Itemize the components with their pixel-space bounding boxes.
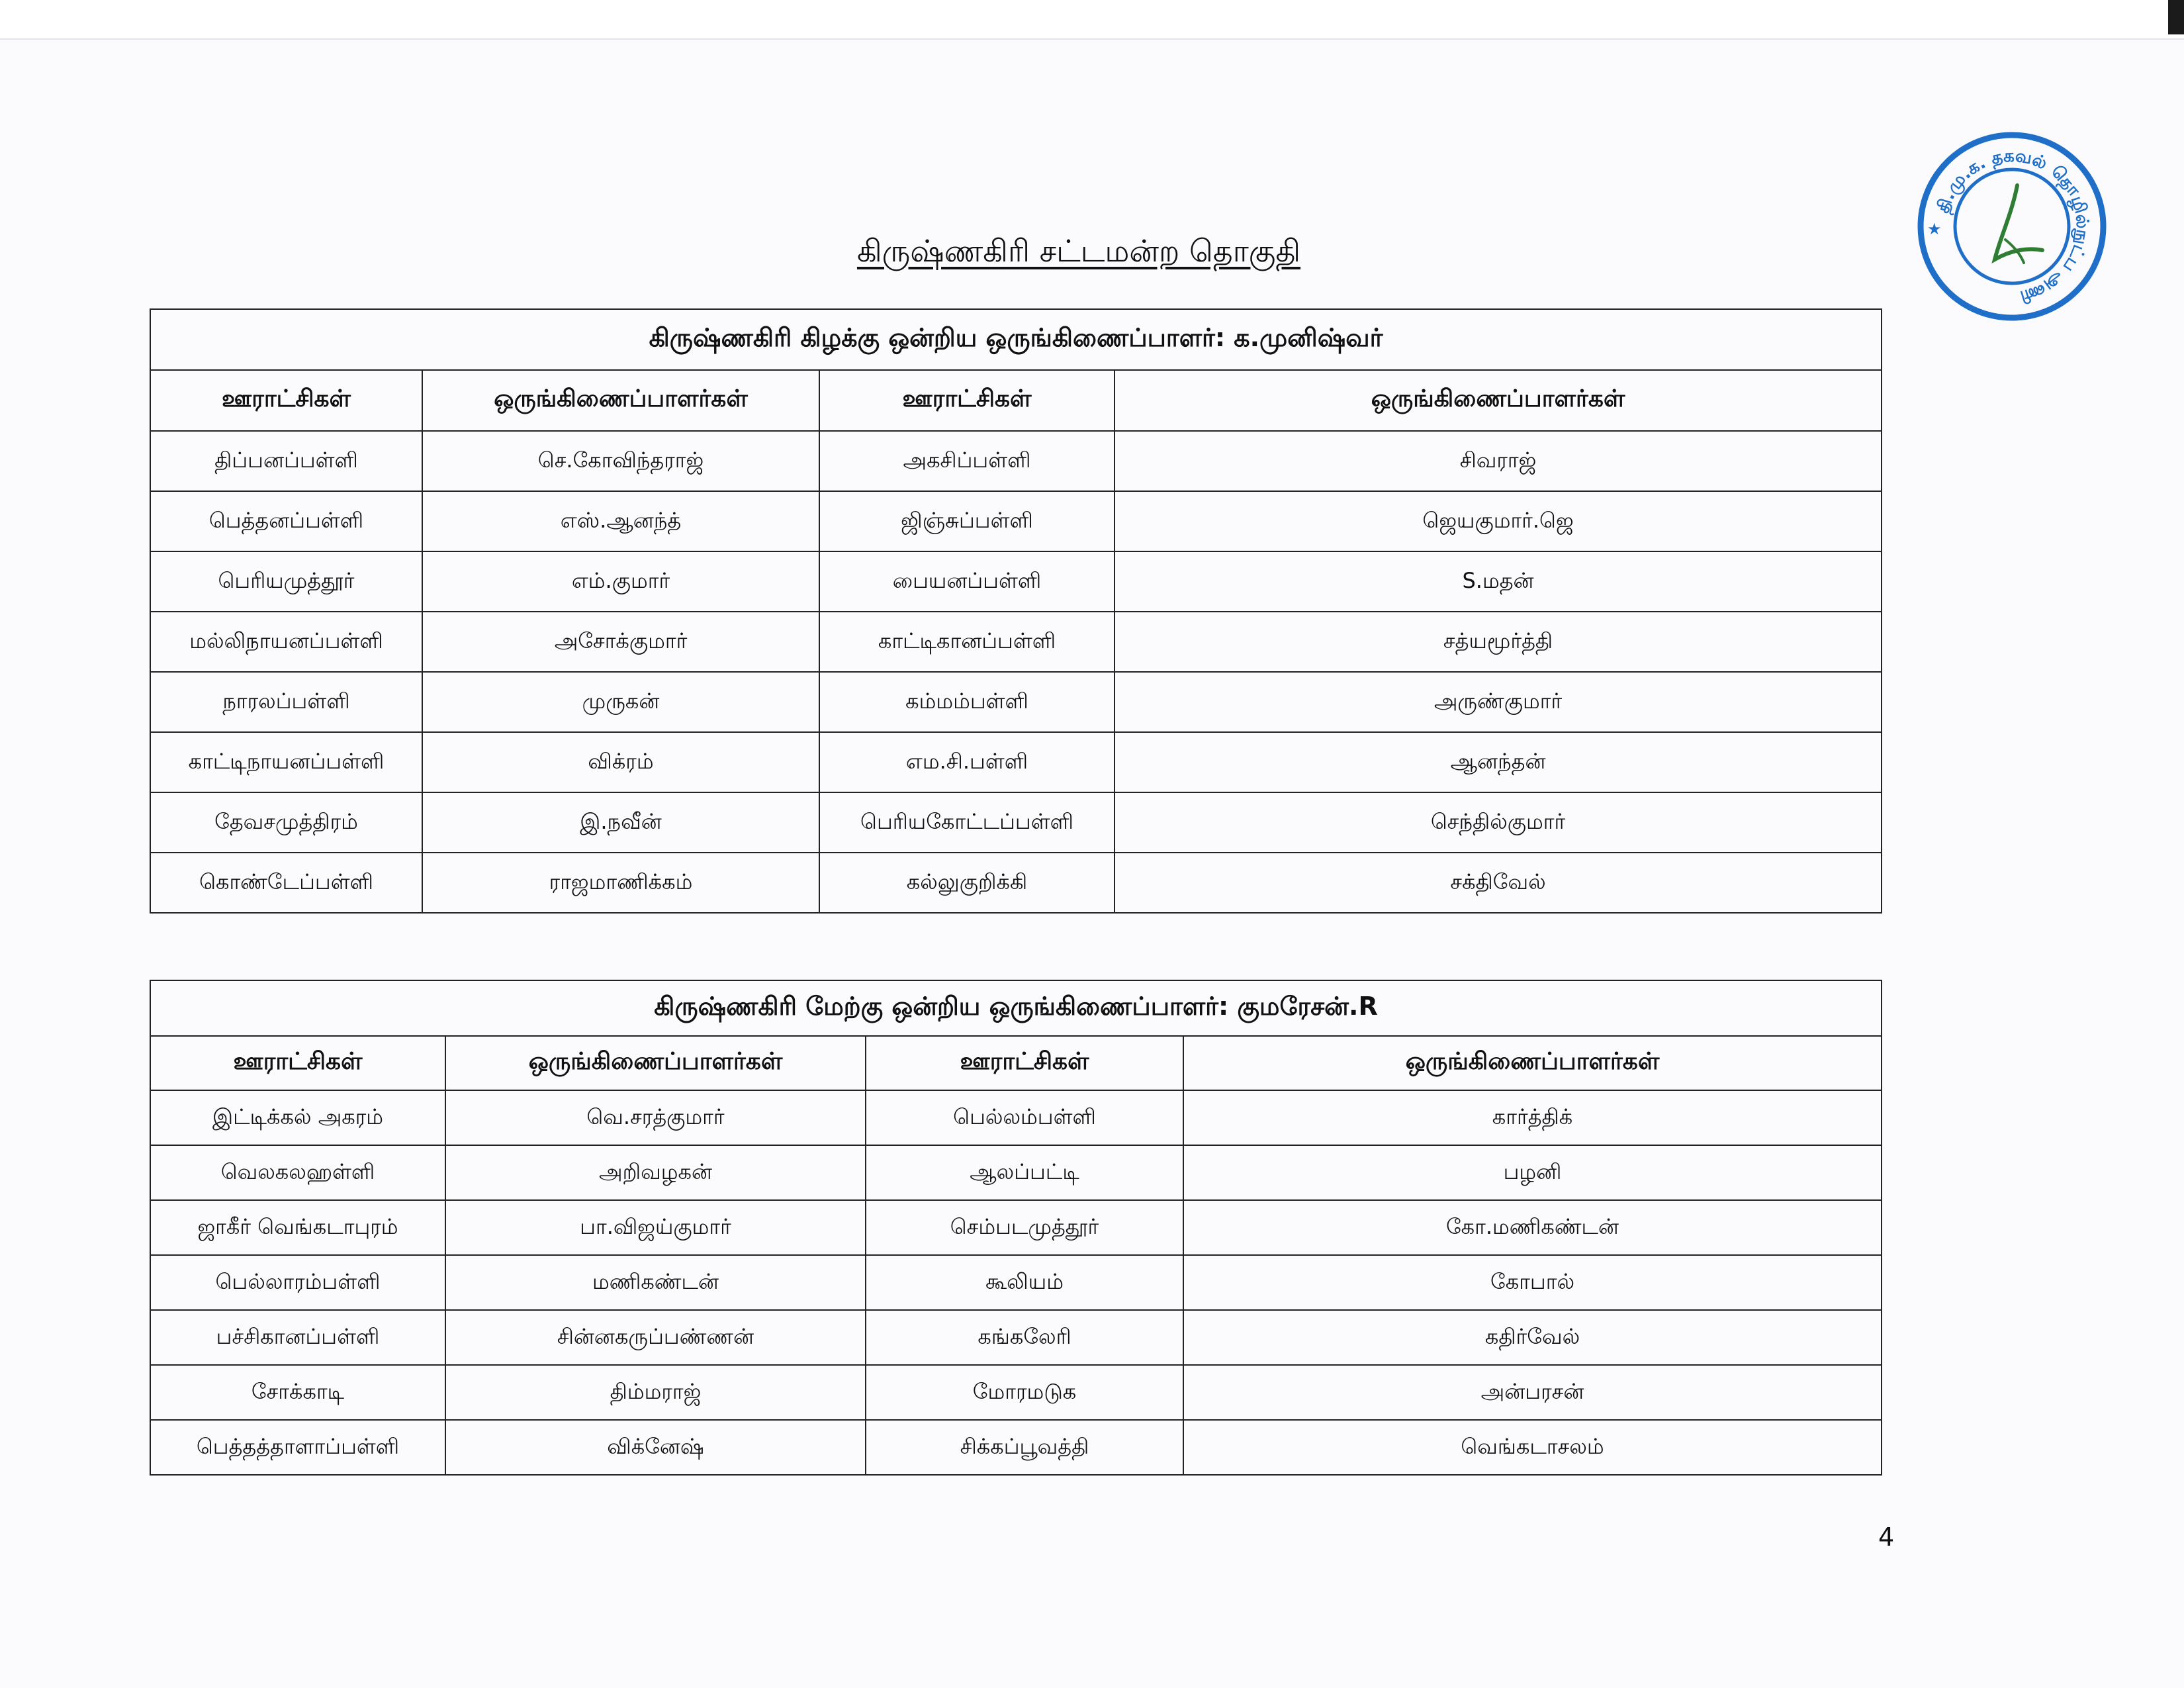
table-cell: சின்னகருப்பண்ணன் — [445, 1310, 866, 1365]
page-top-edge — [0, 0, 2184, 40]
table-cell: பெரியமுத்தூர் — [150, 551, 422, 612]
table-cell: பழனி — [1183, 1145, 1882, 1200]
column-header: ஒருங்கிணைப்பாளர்கள் — [422, 370, 819, 431]
column-header: ஊராட்சிகள் — [819, 370, 1115, 431]
table-cell: அசோக்குமார் — [422, 612, 819, 672]
column-header: ஒருங்கிணைப்பாளர்கள் — [1183, 1036, 1882, 1090]
table-cell: கார்த்திக் — [1183, 1090, 1882, 1145]
table-cell: மணிகண்டன் — [445, 1255, 866, 1310]
table-cell: பெத்தத்தாளாப்பள்ளி — [150, 1420, 445, 1475]
table-cell: செ.கோவிந்தராஜ் — [422, 431, 819, 491]
table-cell: இட்டிக்கல் அகரம் — [150, 1090, 445, 1145]
table-cell: பையனப்பள்ளி — [819, 551, 1115, 612]
table-cell: முருகன் — [422, 672, 819, 732]
column-header: ஊராட்சிகள் — [866, 1036, 1183, 1090]
table-cell: நாரலப்பள்ளி — [150, 672, 422, 732]
table-cell: கங்கலேரி — [866, 1310, 1183, 1365]
table-row — [150, 551, 1882, 612]
table-cell: பெல்லாரம்பள்ளி — [150, 1255, 445, 1310]
table-cell: தேவசமுத்திரம் — [150, 792, 422, 853]
table-row — [150, 1145, 1882, 1200]
scan-corner-mark — [2168, 0, 2184, 34]
table-cell: இ.நவீன் — [422, 792, 819, 853]
table-cell: எம்.குமார் — [422, 551, 819, 612]
table-cell: பச்சிகானப்பள்ளி — [150, 1310, 445, 1365]
table-cell: பெத்தனப்பள்ளி — [150, 491, 422, 551]
table-row — [150, 1365, 1882, 1420]
table-cell: பெல்லம்பள்ளி — [866, 1090, 1183, 1145]
table-cell: விக்னேஷ் — [445, 1420, 866, 1475]
table-cell: செந்தில்குமார் — [1115, 792, 1882, 853]
table-cell: கூலியம் — [866, 1255, 1183, 1310]
table-cell: அகசிப்பள்ளி — [819, 431, 1115, 491]
table-cell: ராஜமாணிக்கம் — [422, 853, 819, 913]
table-cell: கதிர்வேல் — [1183, 1310, 1882, 1365]
table-cell: ஆலப்பட்டி — [866, 1145, 1183, 1200]
table-row — [150, 1310, 1882, 1365]
column-header: ஊராட்சிகள் — [150, 370, 422, 431]
table-cell: சக்திவேல் — [1115, 853, 1882, 913]
page-title: கிருஷ்ணகிரி சட்டமன்ற தொகுதி — [856, 233, 1301, 269]
east-union-table — [150, 308, 1882, 914]
table-row — [150, 732, 1882, 792]
table-cell: S.மதன் — [1115, 551, 1882, 612]
table-caption: கிருஷ்ணகிரி மேற்கு ஒன்றிய ஒருங்கிணைப்பாளர்: குமரேசன்.R — [150, 980, 1882, 1036]
table-cell: சோக்காடி — [150, 1365, 445, 1420]
table-cell: கொண்டேப்பள்ளி — [150, 853, 422, 913]
table-cell: ஜிஞ்சுப்பள்ளி — [819, 491, 1115, 551]
table-caption: கிருஷ்ணகிரி கிழக்கு ஒன்றிய ஒருங்கிணைப்பாளர்: க.முனிஷ்வர் — [150, 309, 1882, 370]
page-number: 4 — [1878, 1523, 1895, 1552]
table-cell: அன்பரசன் — [1183, 1365, 1882, 1420]
table-cell: ஜெயகுமார்.ஜெ — [1115, 491, 1882, 551]
table-cell: கோபால் — [1183, 1255, 1882, 1310]
party-seal-stamp — [1913, 127, 2111, 326]
svg-text:★: ★ — [1927, 220, 1942, 238]
table-cell: மல்லிநாயனப்பள்ளி — [150, 612, 422, 672]
table-row — [150, 1090, 1882, 1145]
column-header: ஒருங்கிணைப்பாளர்கள் — [1115, 370, 1882, 431]
table-cell: எஸ்.ஆனந்த் — [422, 491, 819, 551]
table-cell: விக்ரம் — [422, 732, 819, 792]
table-cell: வெங்கடாசலம் — [1183, 1420, 1882, 1475]
column-header: ஒருங்கிணைப்பாளர்கள் — [445, 1036, 866, 1090]
svg-text:தி.மு.க. தகவல் தொழில்நுட்ப அணி: தி.மு.க. தகவல் தொழில்நுட்ப அணி — [1933, 146, 2093, 307]
table-row — [150, 1255, 1882, 1310]
table-cell: எம.சி.பள்ளி — [819, 732, 1115, 792]
table-row — [150, 672, 1882, 732]
table-cell: சிவராஜ் — [1115, 431, 1882, 491]
table-cell: வெ.சரத்குமார் — [445, 1090, 866, 1145]
table-cell: அறிவழகன் — [445, 1145, 866, 1200]
table-row — [150, 491, 1882, 551]
table-cell: கம்மம்பள்ளி — [819, 672, 1115, 732]
table-cell: திப்பனப்பள்ளி — [150, 431, 422, 491]
table-cell: செம்படமுத்தூர் — [866, 1200, 1183, 1255]
table-cell: ஜாகீர் வெங்கடாபுரம் — [150, 1200, 445, 1255]
table-row — [150, 1200, 1882, 1255]
table-row — [150, 853, 1882, 913]
table-cell: சத்யமூர்த்தி — [1115, 612, 1882, 672]
table-cell: சிக்கப்பூவத்தி — [866, 1420, 1183, 1475]
table-cell: காட்டிநாயனப்பள்ளி — [150, 732, 422, 792]
table-cell: கல்லுகுறிக்கி — [819, 853, 1115, 913]
table-cell: கோ.மணிகண்டன் — [1183, 1200, 1882, 1255]
table-row — [150, 431, 1882, 491]
table-cell: காட்டிகானப்பள்ளி — [819, 612, 1115, 672]
west-union-table — [150, 980, 1882, 1476]
table-cell: வெலகலஹள்ளி — [150, 1145, 445, 1200]
table-cell: அருண்குமார் — [1115, 672, 1882, 732]
table-cell: பா.விஜய்குமார் — [445, 1200, 866, 1255]
column-header: ஊராட்சிகள் — [150, 1036, 445, 1090]
table-cell: திம்மராஜ் — [445, 1365, 866, 1420]
table-cell: மோரமடுக — [866, 1365, 1183, 1420]
table-cell: பெரியகோட்டப்பள்ளி — [819, 792, 1115, 853]
table-row — [150, 1420, 1882, 1475]
table-row — [150, 612, 1882, 672]
table-row — [150, 792, 1882, 853]
table-cell: ஆனந்தன் — [1115, 732, 1882, 792]
